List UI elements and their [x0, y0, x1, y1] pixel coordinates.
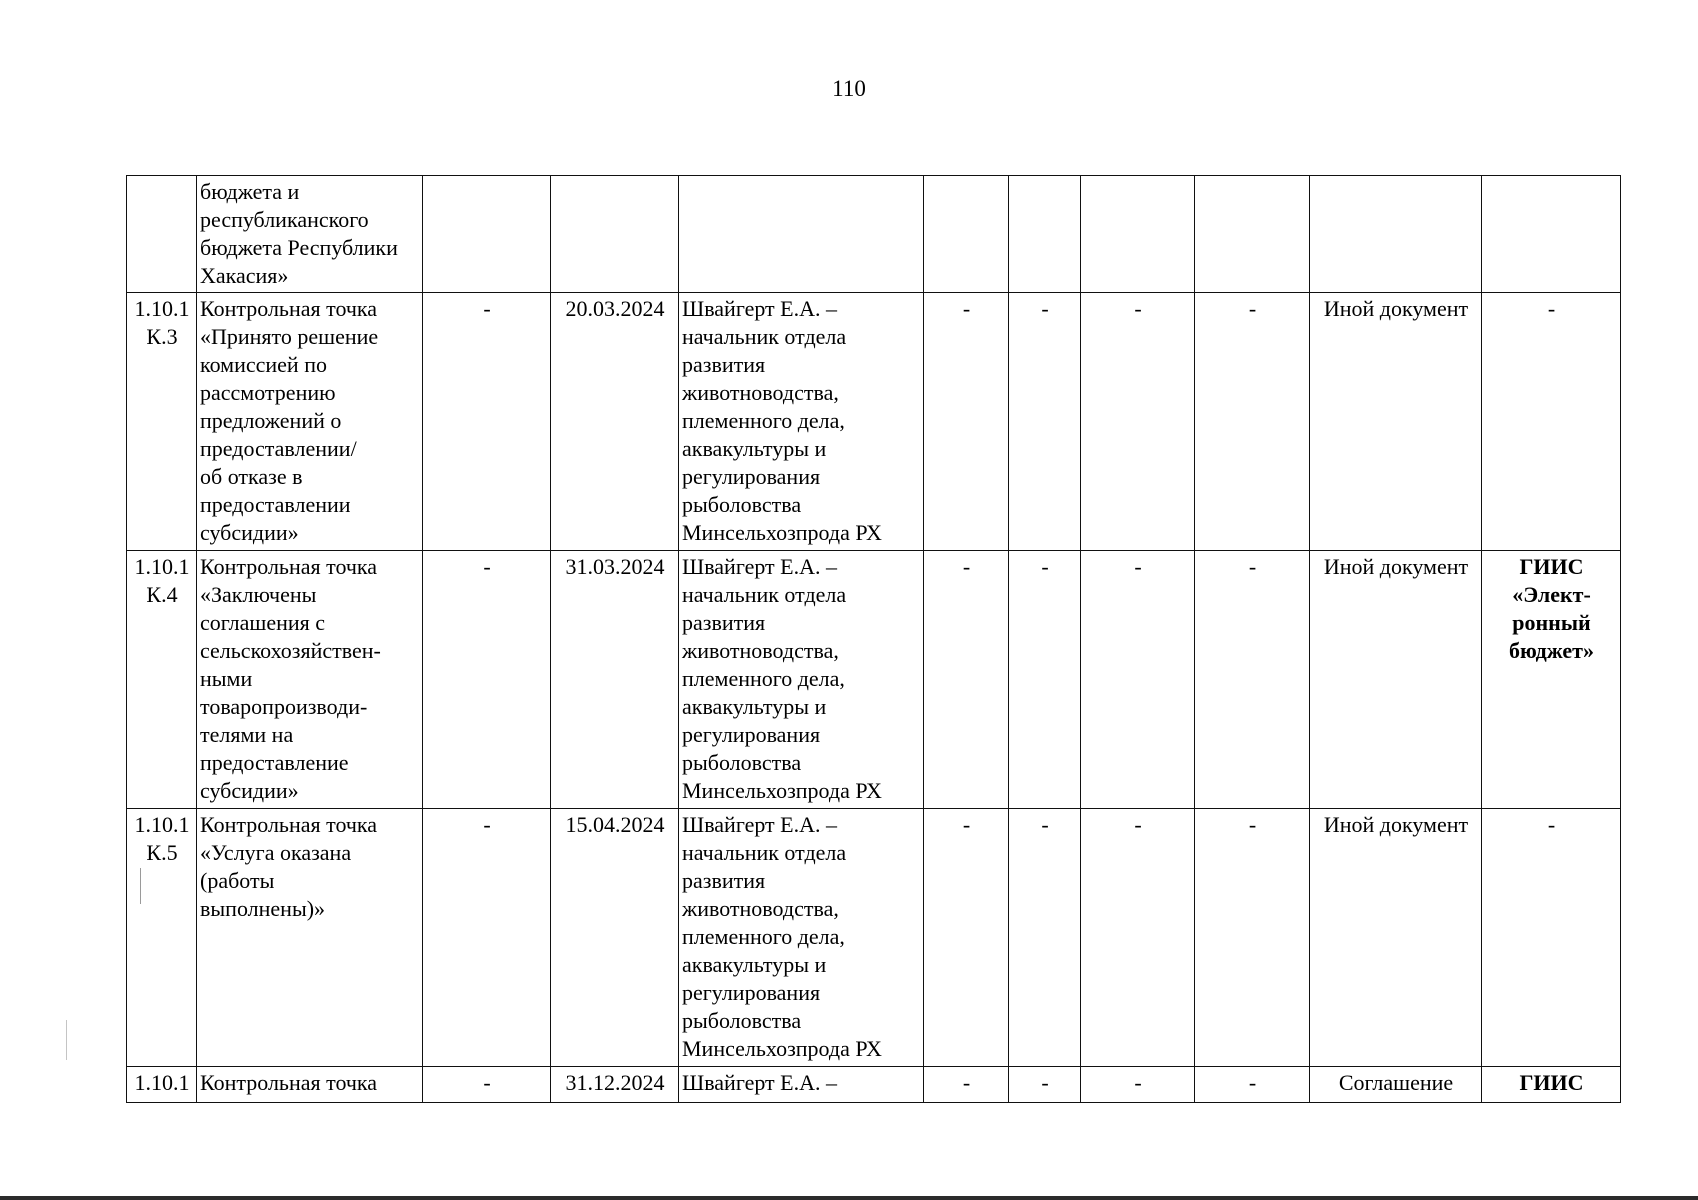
cell-responsible [679, 551, 924, 809]
scan-edge [0, 1196, 1698, 1200]
name-line: «Принято решение [200, 324, 379, 349]
responsible-line: развития [682, 352, 766, 377]
gis-line: ГИИС [1519, 1070, 1584, 1095]
cell-gis [1482, 809, 1621, 1067]
num-line: К.3 [146, 324, 178, 349]
cell-num [127, 176, 197, 293]
responsible-line: животноводства, [682, 380, 839, 405]
table-row [127, 293, 1621, 551]
responsible-line: регулирования [682, 722, 821, 747]
responsible-line: Минсельхозпрода РХ [682, 778, 882, 803]
cell-doc: Иной документ [1310, 293, 1482, 551]
name-line: Контрольная точка [200, 296, 378, 321]
num-line: 1.10.1 [134, 554, 190, 579]
cell-dash: - [423, 1067, 551, 1103]
name-line: товаропроизводи- [200, 694, 368, 719]
cell-c9: - [1195, 809, 1310, 1067]
cell-responsible [679, 176, 924, 293]
cell-responsible [679, 293, 924, 551]
cell-c9: - [1195, 293, 1310, 551]
cell-gis [1482, 176, 1621, 293]
cell-c6: - [924, 809, 1009, 1067]
name-line: бюджета Республики [200, 235, 398, 260]
scan-artifact [140, 868, 141, 904]
cell-c7 [1009, 176, 1081, 293]
num-line: 1.10.1 [134, 296, 190, 321]
cell-gis [1482, 1067, 1621, 1103]
responsible-line: животноводства, [682, 896, 839, 921]
responsible-line: Швайгерт Е.А. – [682, 812, 837, 837]
cell-c6: - [924, 551, 1009, 809]
cell-c8 [1081, 176, 1195, 293]
responsible-line: Минсельхозпрода РХ [682, 1036, 882, 1061]
cell-num [127, 809, 197, 1067]
cell-date: 15.04.2024 [551, 809, 679, 1067]
name-line: предложений о [200, 408, 342, 433]
table-row [127, 551, 1621, 809]
cell-name [197, 176, 423, 293]
num-line: 1.10.1 [134, 812, 190, 837]
gis-line: - [1547, 296, 1556, 321]
cell-c9 [1195, 176, 1310, 293]
cell-gis [1482, 293, 1621, 551]
responsible-line: начальник отдела [682, 324, 847, 349]
cell-dash [423, 176, 551, 293]
gis-line: «Элект- [1512, 582, 1591, 607]
num-line: К.4 [146, 582, 178, 607]
name-line: Контрольная точка [200, 554, 378, 579]
cell-num [127, 293, 197, 551]
responsible-line: аквакультуры и [682, 436, 827, 461]
cell-c8: - [1081, 809, 1195, 1067]
responsible-line: племенного дела, [682, 408, 845, 433]
responsible-line: Минсельхозпрода РХ [682, 520, 882, 545]
table-row [127, 809, 1621, 1067]
responsible-line: развития [682, 610, 766, 635]
cell-responsible [679, 1067, 924, 1103]
responsible-line: племенного дела, [682, 666, 845, 691]
responsible-line: начальник отдела [682, 582, 847, 607]
responsible-line: рыболовства [682, 492, 802, 517]
responsible-line: рыболовства [682, 1008, 802, 1033]
plan-table [126, 175, 1621, 1103]
responsible-line: Швайгерт Е.А. – [682, 554, 837, 579]
table-row [127, 1067, 1621, 1103]
name-line: бюджета и [200, 179, 300, 204]
name-line: республиканского [200, 207, 369, 232]
cell-c6 [924, 176, 1009, 293]
cell-c9: - [1195, 1067, 1310, 1103]
cell-dash: - [423, 551, 551, 809]
name-line: Контрольная точка [200, 1070, 378, 1095]
gis-line: бюджет» [1509, 638, 1594, 663]
name-line: соглашения с [200, 610, 326, 635]
responsible-line: Швайгерт Е.А. – [682, 296, 837, 321]
name-line: субсидии» [200, 520, 299, 545]
name-line: предоставлении [200, 492, 351, 517]
cell-date: 31.03.2024 [551, 551, 679, 809]
cell-c8: - [1081, 293, 1195, 551]
cell-c8: - [1081, 551, 1195, 809]
cell-doc: Соглашение [1310, 1067, 1482, 1103]
responsible-line: аквакультуры и [682, 952, 827, 977]
name-line: предоставлении/ [200, 436, 357, 461]
cell-c6: - [924, 293, 1009, 551]
table-row [127, 176, 1621, 293]
num-line: 1.10.1 [134, 1070, 190, 1095]
gis-line: ГИИС [1519, 554, 1584, 579]
cell-num [127, 1067, 197, 1103]
cell-name [197, 551, 423, 809]
cell-c8: - [1081, 1067, 1195, 1103]
name-line: Контрольная точка [200, 812, 378, 837]
scan-artifact [66, 1020, 67, 1060]
responsible-line: рыболовства [682, 750, 802, 775]
name-line: выполнены)» [200, 896, 326, 921]
responsible-line: животноводства, [682, 638, 839, 663]
name-line: об отказе в [200, 464, 303, 489]
responsible-line: племенного дела, [682, 924, 845, 949]
responsible-line: регулирования [682, 980, 821, 1005]
responsible-line: развития [682, 868, 766, 893]
cell-name [197, 1067, 423, 1103]
cell-dash: - [423, 809, 551, 1067]
name-line: телями на [200, 722, 294, 747]
cell-c7: - [1009, 1067, 1081, 1103]
responsible-line: Швайгерт Е.А. – [682, 1070, 837, 1095]
gis-line: - [1547, 812, 1556, 837]
name-line: предоставление [200, 750, 349, 775]
cell-responsible [679, 809, 924, 1067]
name-line: «Услуга оказана [200, 840, 352, 865]
name-line: сельскохозяйствен- [200, 638, 381, 663]
cell-c7: - [1009, 293, 1081, 551]
cell-doc [1310, 176, 1482, 293]
cell-name [197, 809, 423, 1067]
gis-line: ронный [1512, 610, 1591, 635]
cell-c7: - [1009, 551, 1081, 809]
cell-c9: - [1195, 551, 1310, 809]
name-line: комиссией по [200, 352, 327, 377]
cell-date: 20.03.2024 [551, 293, 679, 551]
cell-date [551, 176, 679, 293]
cell-dash: - [423, 293, 551, 551]
cell-doc: Иной документ [1310, 809, 1482, 1067]
name-line: (работы [200, 868, 275, 893]
cell-doc: Иной документ [1310, 551, 1482, 809]
responsible-line: начальник отдела [682, 840, 847, 865]
cell-c7: - [1009, 809, 1081, 1067]
responsible-line: аквакультуры и [682, 694, 827, 719]
cell-date: 31.12.2024 [551, 1067, 679, 1103]
name-line: ными [200, 666, 253, 691]
cell-num [127, 551, 197, 809]
cell-c6: - [924, 1067, 1009, 1103]
page-number: 110 [832, 76, 866, 101]
num-line: К.5 [146, 840, 178, 865]
cell-name [197, 293, 423, 551]
name-line: «Заключены [200, 582, 317, 607]
cell-gis [1482, 551, 1621, 809]
name-line: Хакасия» [200, 263, 289, 288]
name-line: субсидии» [200, 778, 299, 803]
responsible-line: регулирования [682, 464, 821, 489]
name-line: рассмотрению [200, 380, 336, 405]
